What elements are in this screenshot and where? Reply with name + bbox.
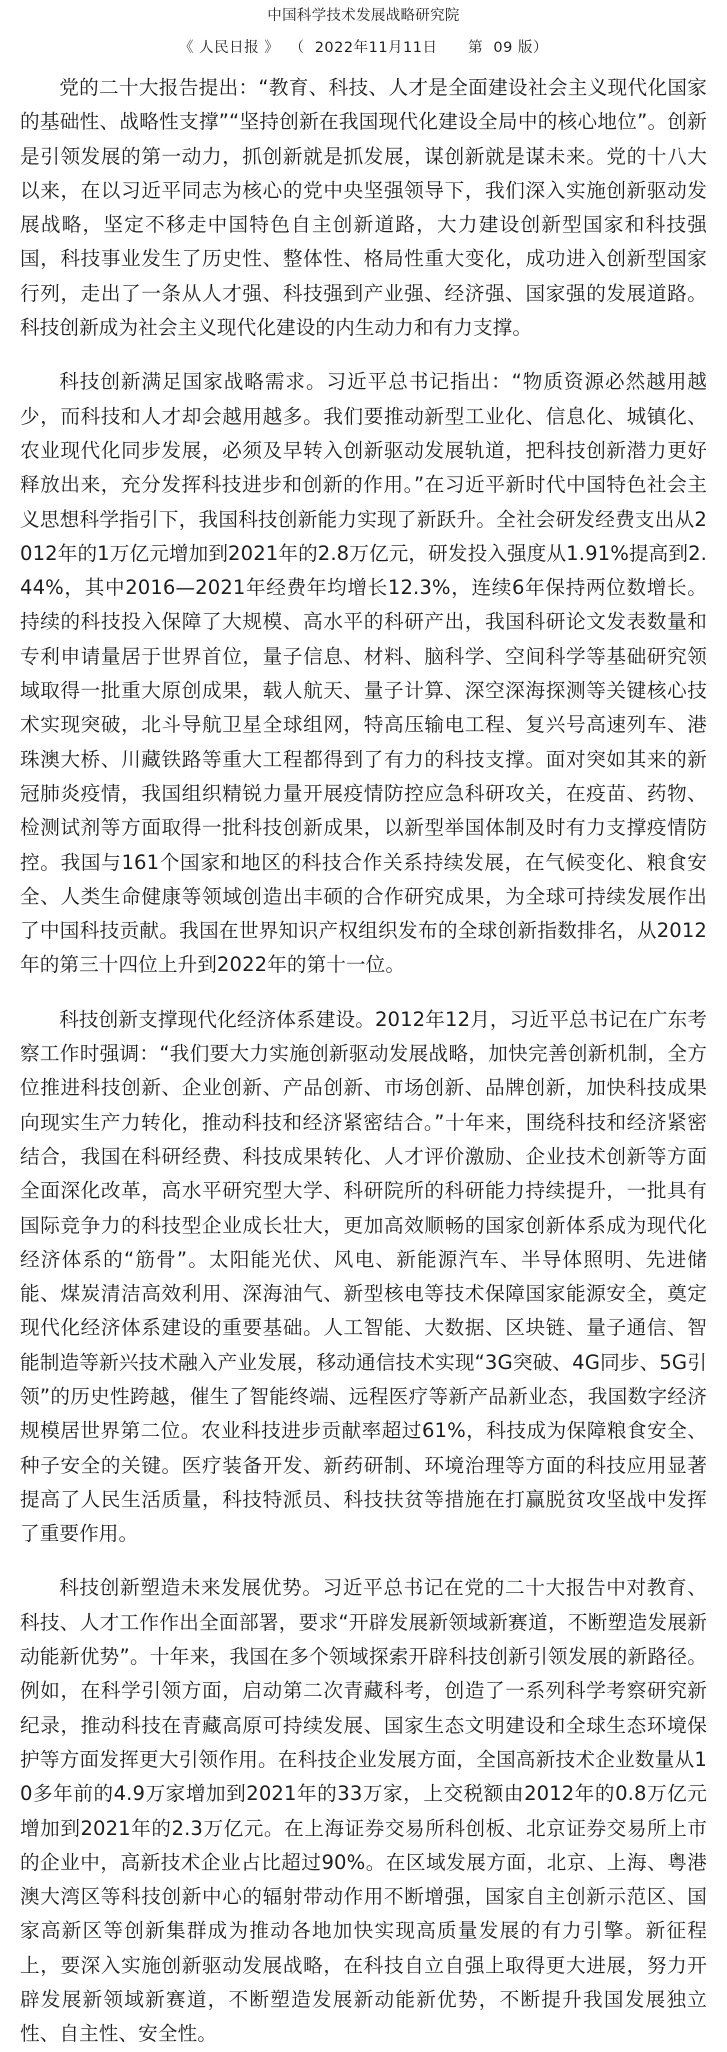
byline-open-paren: （ [289,40,305,56]
publication-date: 2022年11月11日 [314,40,438,56]
article-body [20,71,707,2052]
article-paragraph: 科技创新塑造未来发展优势。习近平总书记在党的二十大报告中对教育、科技、人才工作作出全面部署，要求“开辟发展新领域新赛道，不断塑造发展新动能新优势”。十年来，我国在多个领域探索开辟科技创新引领发展的新路径。例如，在科学引领方面，启动第二次青藏科考，创造了一系列科学考察研究新纪录，推动科技在青藏高原可持续发展、国家生态文明建设和全球生态环境保护等方面发挥更大引领作用。在科技企业发展方面，全国高新技术企业数量从10多年前的4.9万家增加到2021年的33万家，上交税额由2012年的0.8万亿元增加到2021年的2.3万亿元。在上海证券交易所科创板、北京证券交易所上市的企业中，高新技术企业占比超过90%。在区域发展方面，北京、上海、粤港澳大湾区等科技创新中心的辐射带动作用不断增强，国家自主创新示范区、国家高新区等创新集群成为推动各地加快实现高质量发展的有力引擎。新征程上，要深入实施创新驱动发展战略，在科技自立自强上取得更大进展，努力开辟发展新领域新赛道，不断塑造发展新动能新优势，不断提升我国发展独立性、自主性、安全性。 [20,1576,707,2046]
page-number: 第 09 版） [468,40,548,56]
article-header [20,7,707,57]
publication-name: 《 人民日报 》 [179,40,280,56]
article-paragraph: 党的二十大报告提出：“教育、科技、人才是全面建设社会主义现代化国家的基础性、战略性支撑”“坚持创新在我国现代化建设全局中的核心地位”。创新是引领发展的第一动力，抓创新就是抓发展，谋创新就是谋未来。党的十八大以来，在以习近平同志为核心的党中央坚强领导下，我们深入实施创新驱动发展战略，坚定不移走中国特色自主创新道路，大力建设创新型国家和科技强国，科技事业发生了历史性、整体性、格局性重大变化，成功进入创新型国家行列，走出了一条从人才强、科技强到产业强、经济强、国家强的发展道路。科技创新成为社会主义现代化建设的内生动力和有力支撑。 [20,76,707,340]
source-title: 中国科学技术发展战略研究院 [267,8,460,24]
publication-byline [20,39,707,57]
article-paragraph: 科技创新支撑现代化经济体系建设。2012年12月，习近平总书记在广东考察工作时强调：“我们要大力实施创新驱动发展战略，加快完善创新机制，全方位推进科技创新、企业创新、产品创新、市场创新、品牌创新，加快科技成果向现实生产力转化，推动科技和经济紧密结合。”十年来，围绕科技和经济紧密结合，我国在科研经费、科技成果转化、人才评价激励、企业技术创新等方面全面深化改革，高水平研究型大学、科研院所的科研能力持续提升，一批具有国际竞争力的科技型企业成长壮大，更加高效顺畅的国家创新体系成为现代化经济体系的“筋骨”。太阳能光伏、风电、新能源汽车、半导体照明、先进储能、煤炭清洁高效利用、深海油气、新型核电等技术保障国家能源安全，奠定现代化经济体系建设的重要基础。人工智能、大数据、区块链、量子通信、智能制造等新兴技术融入产业发展，移动通信技术实现“3G突破、4G同步、5G引领”的历史性跨越，催生了智能终端、远程医疗等新产品新业态，我国数字经济规模居世界第二位。农业科技进步贡献率超过61%，科技成为保障粮食安全、种子安全的关键。医疗装备开发、新药研制、环境治理等方面的科技应用显著提高了人民生活质量，科技特派员、科技扶贫等措施在打赢脱贫攻坚战中发挥了重要作用。 [20,1007,707,1546]
article-paragraph: 科技创新满足国家战略需求。习近平总书记指出：“物质资源必然越用越少，而科技和人才却会越用越多。我们要推动新型工业化、信息化、城镇化、农业现代化同步发展，必须及早转入创新驱动发展轨道，把科技创新潜力更好释放出来，充分发挥科技进步和创新的作用。”在习近平新时代中国特色社会主义思想科学指引下，我国科技创新能力实现了新跃升。全社会研发经费支出从2012年的1万亿元增加到2021年的2.8万亿元，研发投入强度从1.91%提高到2.44%，其中2016—2021年经费年均增长12.3%，连续6年保持两位数增长。持续的科技投入保障了大规模、高水平的科研产出，我国科研论文发表数量和专利申请量居于世界首位，量子信息、材料、脑科学、空间科学等基础研究领域取得一批重大原创成果，载人航天、量子计算、深空深海探测等关键核心技术实现突破，北斗导航卫星全球组网，特高压输电工程、复兴号高速列车、港珠澳大桥、川藏铁路等重大工程都得到了有力的科技支撑。面对突如其来的新冠肺炎疫情，我国组织精锐力量开展疫情防控应急科研攻关，在疫苗、药物、检测试剂等方面取得一批科技创新成果，以新型举国体制及时有力支撑疫情防控。我国与161个国家和地区的科技合作关系持续发展，在气候变化、粮食安全、人类生命健康等领域创造出丰硕的合作研究成果，为全球可持续发展作出了中国科技贡献。我国在世界知识产权组织发布的全球创新指数排名，从2012年的第三十四位上升到2022年的第十一位。 [20,370,707,977]
article-page [0,7,727,2046]
